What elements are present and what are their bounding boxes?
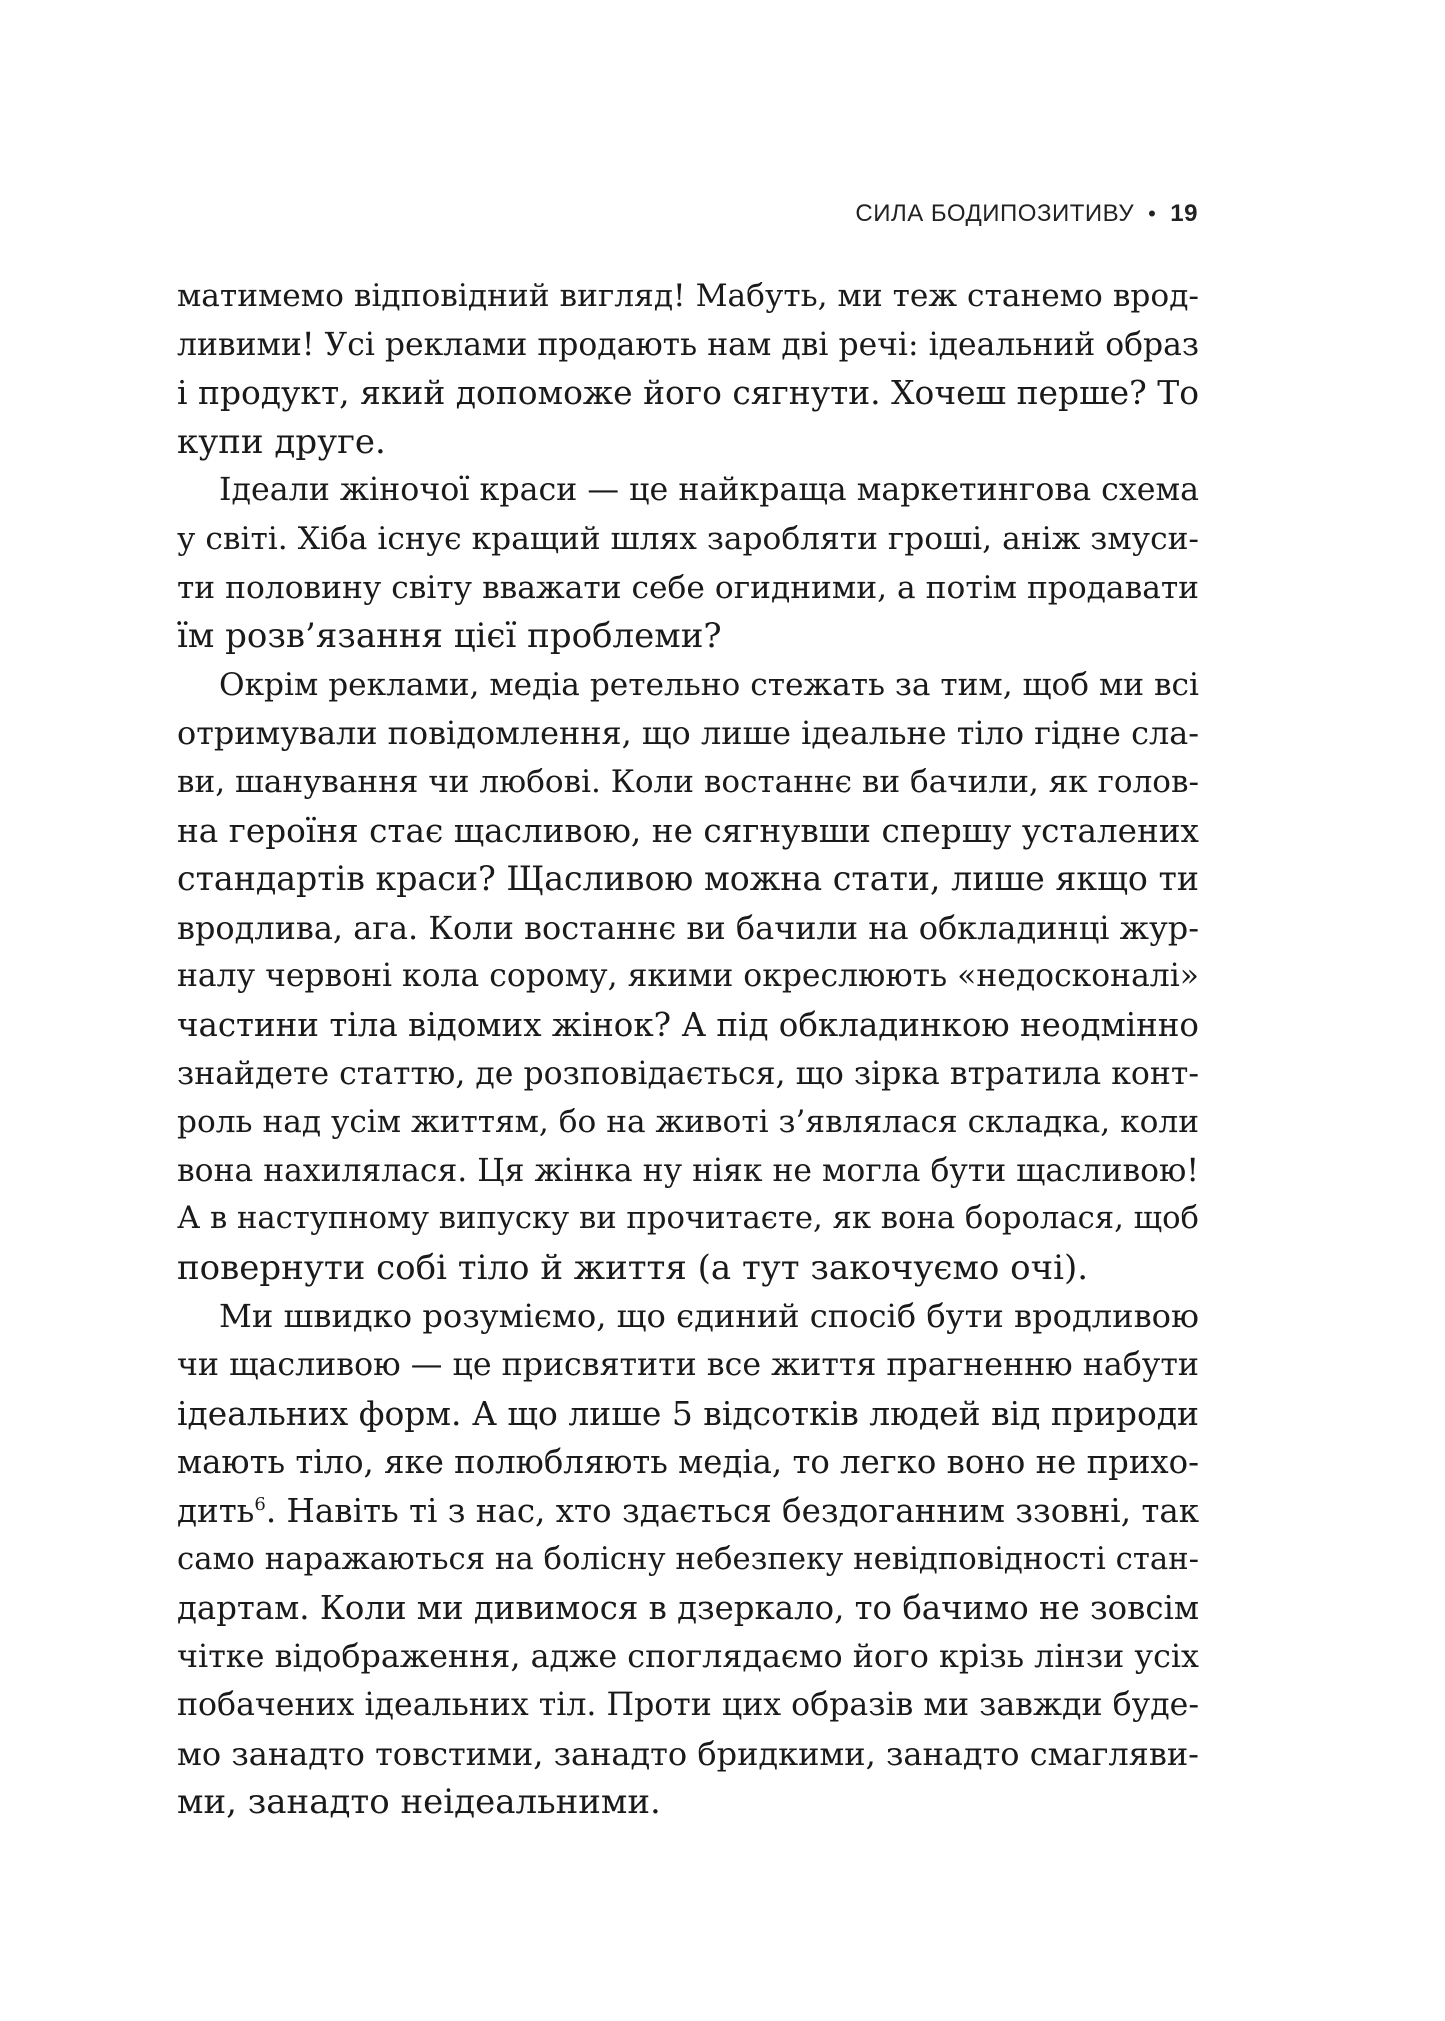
text-line: роль над усім життям, бо на животі з’являлася складка, коли [177,1104,1199,1141]
text-line: вродлива, ага. Коли востаннє ви бачили на обкладинці жур- [177,908,1200,947]
page-number: 19 [1170,200,1198,227]
text-line: купи друге. [177,421,386,462]
text-line: Окрім реклами, медіа ретельно стежать за тим, щоб ми всі [219,666,1199,703]
text-line: матимемо відповідний вигляд! Мабуть, ми теж станемо врод- [177,278,1199,314]
text-line: ідеальних форм. А що лише 5 відсотків людей від природи [177,1393,1199,1433]
text-line: повернути собі тіло й життя (а тут закочуємо очі). [177,1247,1089,1288]
text-line: налу червоні кола сорому, якими окреслюють «недосконалі» [177,958,1199,995]
text-line: знайдете статтю, де розповідається, що зірка втратила конт- [177,1055,1199,1092]
text-line: дартам. Коли ми дивимося в дзеркало, то бачимо не зовсім [177,1589,1199,1628]
text-segment: . Навіть ті з нас, хто здається бездоганним ззовні, так [265,1491,1200,1530]
text-line: Ідеали жіночої краси — це найкраща маркетингова схема [219,472,1199,509]
text-line: у світі. Хіба існує кращий шлях заробляти гроші, аніж змуси- [177,520,1199,557]
text-line: чи щасливою — це присвятити все життя прагненню набути [177,1347,1199,1384]
text-line: ви, шанування чи любові. Коли востаннє ви бачили, як голов- [177,763,1199,800]
text-segment: дить [177,1491,255,1530]
text-line: мо занадто товстими, занадто бридкими, занадто смагляви- [177,1734,1199,1773]
text-line: ти половину світу вважати себе огидними, а потім продавати [177,569,1199,606]
text-line: ливими! Усі реклами продають нам дві речі: ідеальний образ [177,326,1199,363]
text-line: само наражаються на болісну небезпеку невідповідності стан- [177,1541,1199,1578]
text-line [177,1487,1199,1536]
text-line: і продукт, який допоможе його сягнути. Хочеш перше? То [177,373,1199,413]
text-line: Ми швидко розуміємо, що єдиний спосіб бути вродливою [219,1297,1199,1336]
text-line: чітке відображення, адже споглядаємо його крізь лінзи усіх [177,1637,1199,1675]
text-line: частини тіла відомих жінок? А під обкладинкою неодмінно [177,1005,1199,1044]
text-line: побачених ідеальних тіл. Проти цих образів ми завжди буде- [177,1687,1199,1724]
text-line: стандартів краси? Щасливою можна стати, лише якщо ти [177,859,1199,899]
body-text [177,272,1199,1827]
running-head-title: СИЛА БОДИПОЗИТИВУ [855,200,1135,227]
text-line: вона нахилялася. Ця жінка ну ніяк не могла бути щасливою! [177,1152,1199,1189]
text-line: їм розв’язання цієї проблеми? [177,616,722,657]
text-line: А в наступному випуску ви прочитаєте, як вона боролася, щоб [177,1201,1199,1237]
footnote-marker: 6 [254,1494,266,1515]
text-line: ми, занадто неідеальними. [177,1782,661,1823]
text-line: на героїня стає щасливою, не сягнувши спершу усталених [177,811,1199,850]
running-head [855,200,1198,228]
running-head-bullet: • [1148,201,1157,226]
text-line: мають тіло, яке полюбляють медіа, то легко воно не прихо- [177,1443,1199,1482]
text-line: отримували повідомлення, що лише ідеальне тіло гідне сла- [177,714,1199,753]
